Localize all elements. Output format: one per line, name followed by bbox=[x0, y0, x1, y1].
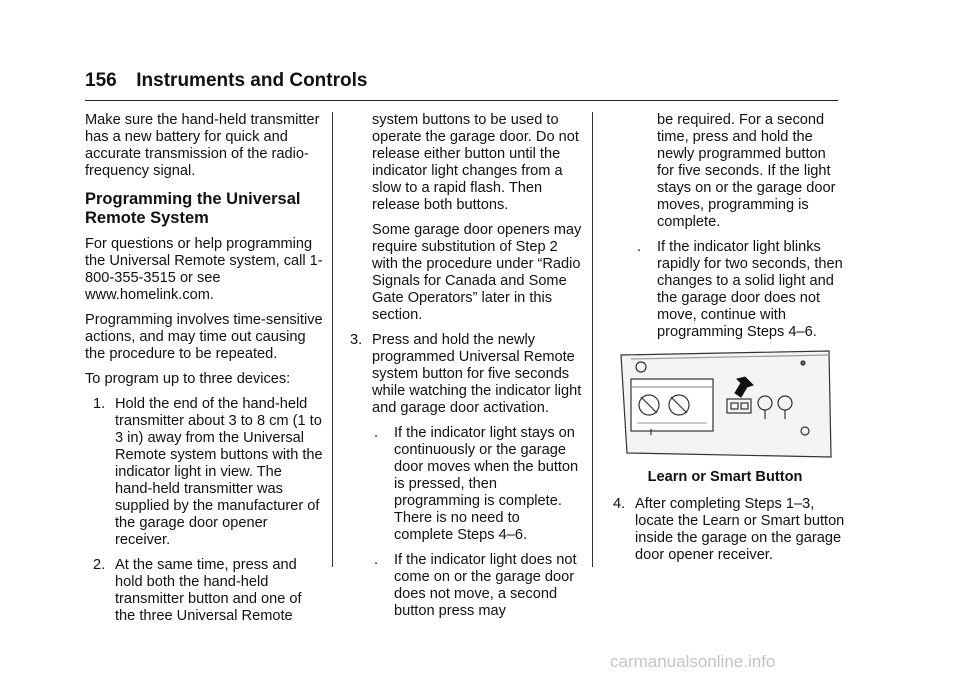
note-paragraph: Some garage door openers may require substitution of Step 2 with the procedure under “Radio Signals for Canada and Some Gate Operators” later in this section. bbox=[372, 222, 582, 323]
step-number: 4. bbox=[613, 496, 626, 512]
paragraph: To program up to three devices: bbox=[85, 371, 291, 387]
page-header bbox=[85, 70, 367, 92]
step-continuation: system buttons to be used to operate the garage door. Do not release either button until the indicator light changes from a slow to a rapid flash. Then release both buttons. bbox=[372, 112, 579, 213]
bullet-mark: . bbox=[374, 425, 379, 441]
column-1 bbox=[85, 112, 323, 633]
bullet-item bbox=[342, 425, 582, 544]
step-item bbox=[85, 396, 323, 549]
step-text: After completing Steps 1–3, locate the Learn or Smart button inside the garage on the garage door opener receiver. bbox=[635, 496, 845, 563]
bullet-item bbox=[605, 239, 845, 341]
column-divider bbox=[592, 112, 593, 567]
bullet-text: If the indicator light does not come on or the garage door does not move, a second button press may bbox=[394, 552, 577, 619]
page-number: 156 bbox=[85, 70, 117, 91]
bullet-continuation: be required. For a second time, press and hold the newly programmed button for five seconds. If the light stays on or the garage door moves, programming is complete. bbox=[657, 112, 836, 230]
section-heading: Programming the Universal Remote System bbox=[85, 190, 301, 227]
step-number: 1. bbox=[93, 396, 106, 412]
bullet-text: If the indicator light stays on continuously or the garage door moves when the button is pressed, then programming is complete. There is no need to complete Steps 4–6. bbox=[394, 425, 579, 543]
column-3 bbox=[605, 112, 845, 572]
column-divider bbox=[332, 112, 333, 567]
bullet-mark: . bbox=[374, 552, 379, 568]
step-item bbox=[342, 332, 582, 417]
step-text: Press and hold the newly programmed Universal Remote system button for five seconds while watching the indicator light and garage door activation. bbox=[372, 332, 582, 416]
paragraph: For questions or help programming the Universal Remote system, call 1-800-355-3515 or see www.homelink.com. bbox=[85, 236, 323, 303]
watermark: carmanualsonline.info bbox=[610, 652, 776, 671]
step-item bbox=[85, 557, 323, 625]
paragraph: Programming involves time-sensitive actions, and may time out causing the procedure to be repeated. bbox=[85, 312, 323, 362]
step-number: 2. bbox=[93, 557, 106, 573]
paragraph: Make sure the hand-held transmitter has a new battery for quick and accurate transmission of the radio-frequency signal. bbox=[85, 112, 320, 179]
bullet-item bbox=[342, 552, 582, 620]
learn-button-illustration bbox=[617, 349, 835, 461]
step-number: 3. bbox=[350, 332, 363, 348]
step-text: Hold the end of the hand-held transmitter about 3 to 8 cm (1 to 3 in) away from the Universal Remote system buttons with the indicator light in view. The hand-held transmitter was supplied by the manufacturer of the garage door opener receiver. bbox=[115, 396, 323, 548]
header-rule bbox=[85, 100, 838, 101]
step-item bbox=[605, 496, 845, 564]
figure-caption: Learn or Smart Button bbox=[647, 469, 803, 485]
bullet-text: If the indicator light blinks rapidly for two seconds, then changes to a solid light and the garage door does not move, continue with programming Steps 4–6. bbox=[657, 239, 843, 340]
step-text: At the same time, press and hold both the hand-held transmitter button and one of the three Universal Remote bbox=[115, 557, 302, 624]
bullet-mark: . bbox=[637, 239, 642, 255]
section-title: Instruments and Controls bbox=[136, 70, 368, 91]
column-2 bbox=[342, 112, 582, 628]
